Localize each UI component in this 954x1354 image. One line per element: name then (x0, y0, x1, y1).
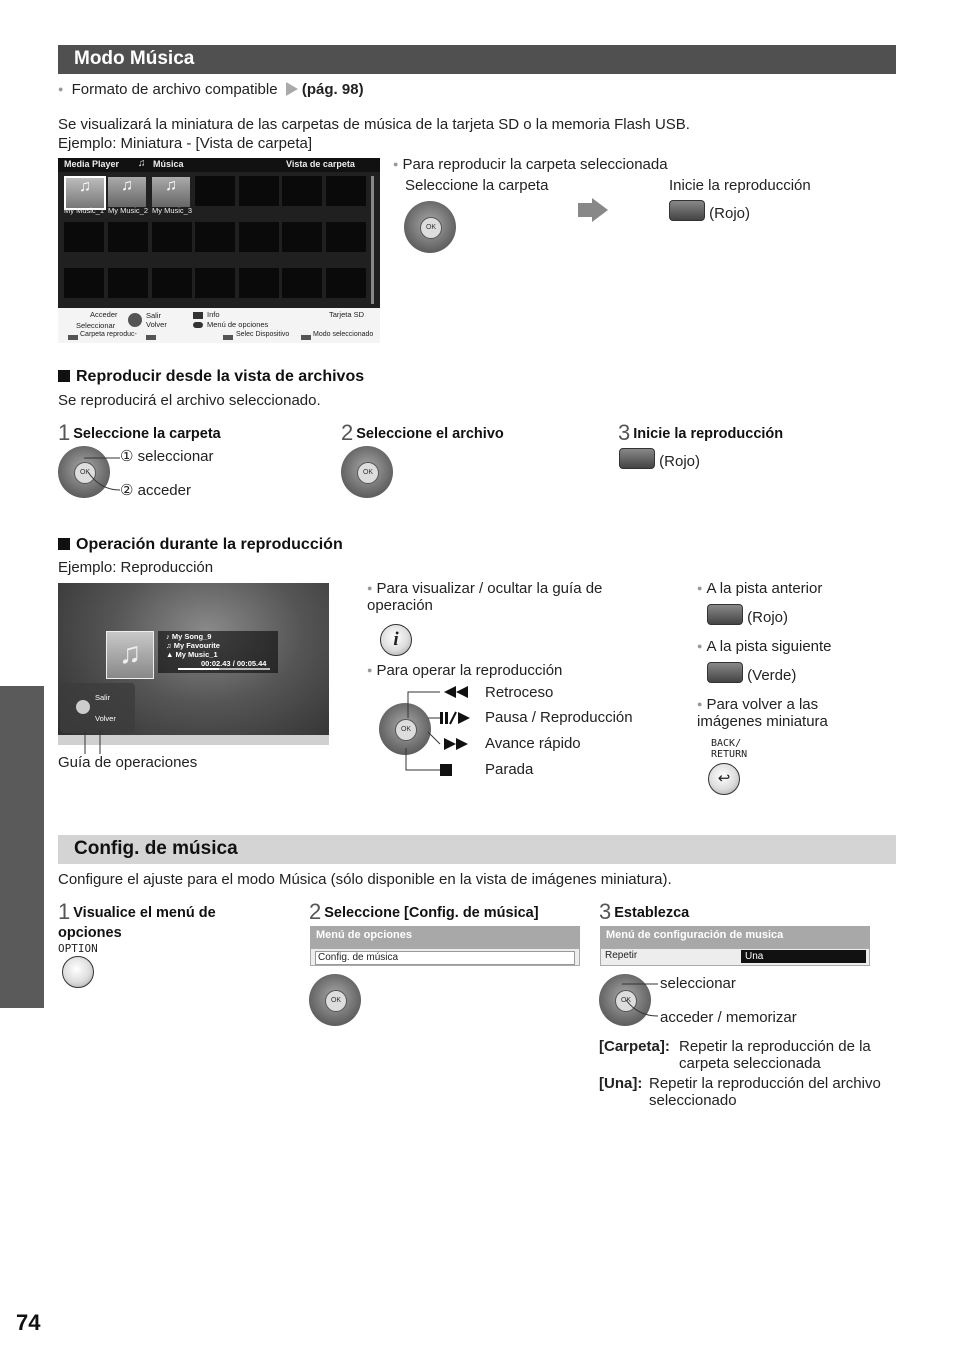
operacion-ejemplo: Ejemplo: Reproducción (58, 559, 214, 576)
folder-label-1: My Music_1 (64, 206, 105, 215)
screen-header-left: Media Player (64, 159, 120, 169)
back-return-button-icon[interactable]: ↩ (708, 763, 740, 795)
yellow-key-icon (223, 335, 233, 340)
step1-acceder: ② acceder (120, 482, 191, 499)
step1-sel-text: seleccionar (137, 448, 214, 465)
footer-acceder: Acceder (90, 310, 118, 319)
empty-cell (108, 268, 148, 298)
back-caption-1: BACK/ (711, 738, 742, 749)
song-title: ♪ My Song_9 (166, 632, 212, 641)
option-caption: OPTION (58, 942, 98, 955)
retroceso-label: Retroceso (485, 684, 554, 701)
archivos-title-text: Reproducir desde la vista de archivos (76, 368, 365, 385)
operar-label: Para operar la reproducción (376, 662, 563, 679)
playback-callout-lines (400, 684, 485, 778)
footer-selec-disp: Selec Dispositivo (236, 331, 290, 338)
screen-header-mid: Música (153, 159, 184, 169)
empty-cell (326, 222, 366, 252)
progress-bar[interactable] (178, 668, 270, 670)
empty-cell (152, 268, 192, 298)
empty-cell (282, 222, 322, 252)
folder-view-screen (58, 158, 380, 343)
visualizar-label: Para visualizar / ocultar la guía de operación (367, 580, 603, 614)
step1-seleccionar: ① seleccionar (120, 448, 214, 465)
green-button[interactable] (707, 662, 743, 683)
info-icon (193, 312, 203, 319)
music-note-icon: ♫ (138, 158, 146, 169)
guide-volver: Volver (95, 714, 116, 723)
red-button[interactable] (707, 604, 743, 625)
blue-key-icon (301, 335, 311, 340)
red-button-line-3 (707, 604, 788, 626)
red-button-line-2 (619, 448, 700, 470)
green-label: (Verde) (747, 667, 797, 684)
config-step2-text: Seleccione [Config. de música] (324, 905, 539, 921)
folder-label-3: My Music_3 (152, 206, 193, 215)
red-label-3: (Rojo) (747, 609, 789, 626)
dpad-ok-icon[interactable]: OK (309, 974, 361, 1026)
operacion-title-text: Operación durante la reproducción (76, 536, 343, 553)
volver-label: Para volver a las imágenes miniatura (697, 696, 828, 730)
playback-screen (58, 583, 329, 745)
formato-line (58, 81, 364, 98)
dpad-ok-icon[interactable]: OK (404, 201, 456, 253)
dpad-ok-icon[interactable]: OK (341, 446, 393, 498)
footer-tarjeta: Tarjeta SD (329, 310, 365, 319)
dpad-ok-icon[interactable]: OK (58, 446, 110, 498)
empty-cell (152, 222, 192, 252)
empty-cell (195, 222, 235, 252)
option-menu-title: Menú de opciones (310, 926, 580, 948)
time-display: 00:02.43 / 00:05.44 (201, 659, 267, 668)
side-tab-label: Utilización de Media Player (18, 730, 34, 917)
section-title-config: Config. de música (58, 835, 896, 864)
siguiente-label: A la pista siguiente (706, 638, 832, 655)
repetir-label: Repetir (605, 950, 638, 961)
option-menu-item[interactable]: Config. de música (315, 951, 575, 965)
arrow-right-icon (578, 203, 592, 217)
empty-cell (282, 268, 322, 298)
footer-carpeta: Carpeta reproduc- (80, 331, 137, 338)
callout-lines (84, 450, 124, 496)
config-step2: 2 Seleccione [Config. de música] (309, 899, 539, 924)
empty-cell (108, 222, 148, 252)
config-step3-text: Establezca (614, 905, 690, 921)
archivos-desc: Se reproducirá el archivo seleccionado. (58, 392, 321, 409)
footer-modo-sel: Modo seleccionado (313, 331, 374, 338)
dpad-ok-icon[interactable]: OK (379, 703, 431, 755)
option-button-icon[interactable] (62, 956, 94, 988)
artist-name: ▲ My Music_1 (166, 650, 218, 659)
red-button[interactable] (619, 448, 655, 469)
arrow-right-icon (286, 82, 298, 96)
red-button-line (669, 200, 750, 222)
config-menu-box (600, 948, 870, 966)
formato-text: Formato de archivo compatible (71, 81, 278, 98)
callout-lines (622, 978, 662, 1022)
config-seleccionar: seleccionar (660, 975, 736, 992)
play-folder-label: Para reproducir la carpeta seleccionada (402, 156, 668, 173)
folder-thumb-2[interactable]: ♫ (108, 177, 146, 207)
green-key-icon (146, 335, 156, 340)
formato-ref-link[interactable]: (pág. 98) (301, 81, 364, 98)
una-desc: Repetir la reproducción del archivo seleccionado (649, 1075, 881, 1109)
archivos-step2-text: Seleccione el archivo (356, 426, 504, 442)
empty-cell (239, 222, 279, 252)
empty-cell (195, 176, 235, 206)
footer-seleccionar: Seleccionar (76, 321, 116, 330)
footer-info: Info (207, 310, 220, 319)
dpad-mini-icon (76, 700, 90, 714)
operacion-title (58, 536, 343, 554)
section-title-modo-musica: Modo Música (58, 45, 896, 74)
green-button-line (707, 662, 796, 684)
folder-label-2: My Music_2 (108, 206, 149, 215)
footer-menu: Menú de opciones (207, 320, 269, 329)
guide-pointer-lines (82, 730, 104, 756)
archivos-title (58, 368, 364, 386)
parada-label: Parada (485, 761, 534, 778)
archivos-step1: 1 Seleccione la carpeta (58, 420, 221, 445)
inicie-text: Inicie la reproducción (669, 177, 811, 194)
musica-desc: Se visualizará la miniatura de las carpetas de música de la tarjeta SD o la memoria Flash USB. (58, 116, 690, 133)
option-menu-box (310, 948, 580, 966)
config-step1-text: Visualice el menú de opciones (58, 905, 216, 941)
guia-label: Guía de operaciones (58, 754, 198, 771)
playlist-name: ♫ My Favourite (166, 641, 220, 650)
operar-text (367, 662, 562, 679)
square-bullet-icon (58, 370, 70, 382)
config-step3: 3 Establezca (599, 899, 690, 924)
back-return-caption (711, 738, 747, 760)
empty-cell (326, 176, 366, 206)
empty-cell (326, 268, 366, 298)
carpeta-key: [Carpeta]: (599, 1038, 670, 1055)
avance-label: Avance rápido (485, 735, 581, 752)
artist-text: My Music_1 (175, 650, 218, 659)
musica-ejemplo: Ejemplo: Miniatura - [Vista de carpeta] (58, 135, 313, 152)
empty-cell (64, 268, 104, 298)
empty-cell (239, 176, 279, 206)
step1-acc-text: acceder (137, 482, 191, 499)
config-acceder: acceder / memorizar (660, 1009, 797, 1026)
anterior-label: A la pista anterior (706, 580, 823, 597)
arrow-head-icon (592, 198, 608, 222)
footer-salir: Salir (146, 311, 162, 320)
square-bullet-icon (58, 538, 70, 550)
config-desc: Configure el ajuste para el modo Música (sólo disponible en la vista de imágenes miniatura). (58, 871, 672, 888)
page-number: 74 (16, 1310, 41, 1335)
archivos-step1-text: Seleccione la carpeta (73, 426, 221, 442)
empty-cell (195, 268, 235, 298)
red-key-icon (68, 335, 78, 340)
volver-text (697, 696, 877, 730)
empty-cell (239, 268, 279, 298)
empty-cell (282, 176, 322, 206)
folder-thumb-3[interactable]: ♫ (152, 177, 190, 207)
config-step1: 1 Visualice el menú de opciones (58, 899, 216, 941)
una-key: [Una]: (599, 1075, 643, 1092)
red-label: (Rojo) (709, 205, 751, 222)
siguiente-text (697, 638, 832, 655)
config-menu-title: Menú de configuración de musica (600, 926, 870, 948)
repetir-value[interactable]: Una (741, 950, 866, 963)
play-folder-text (393, 156, 668, 173)
sel-carpeta-text: Seleccione la carpeta (405, 177, 549, 194)
info-button-icon[interactable]: i (380, 624, 412, 656)
archivos-step3-text: Inicie la reproducción (633, 426, 784, 442)
folder-thumb-1[interactable]: ♫ (64, 176, 106, 210)
anterior-text (697, 580, 822, 597)
guide-salir: Salir (95, 693, 111, 702)
carpeta-desc: Repetir la reproducción de la carpeta seleccionada (679, 1038, 871, 1072)
operation-guide (60, 683, 135, 733)
song-title-text: My Song_9 (171, 632, 212, 641)
footer-volver: Volver (146, 320, 167, 329)
dpad-ok-icon[interactable]: OK (599, 974, 651, 1026)
playlist-text: My Favourite (173, 641, 220, 650)
archivos-step3: 3 Inicie la reproducción (618, 420, 784, 445)
red-button[interactable] (669, 200, 705, 221)
scrollbar[interactable] (371, 176, 374, 304)
empty-cell (64, 222, 104, 252)
visualizar-text (367, 580, 637, 614)
dpad-mini-icon (128, 313, 142, 327)
screen-header-right: Vista de carpeta (286, 159, 355, 169)
archivos-step2: 2 Seleccione el archivo (341, 420, 504, 445)
pausa-label: Pausa / Reproducción (485, 709, 633, 726)
music-note-icon: ♫ (106, 631, 154, 679)
option-icon (193, 322, 203, 328)
red-label-2: (Rojo) (659, 453, 701, 470)
back-caption-2: RETURN (711, 749, 748, 760)
